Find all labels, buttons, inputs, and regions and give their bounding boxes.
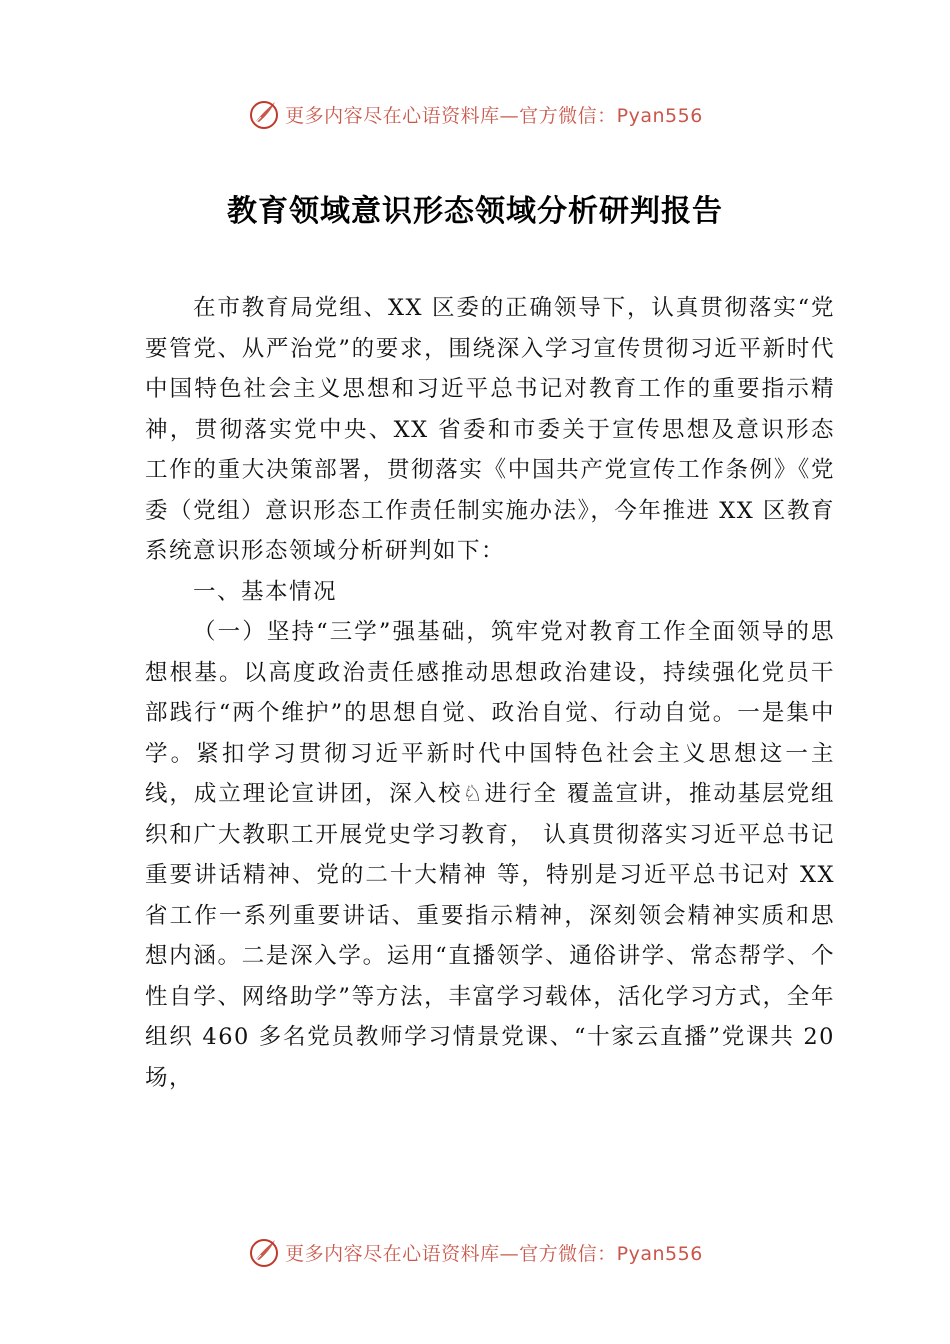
quill-seal-icon (247, 1235, 281, 1269)
footer-banner (0, 1232, 950, 1272)
header-banner-text: 更多内容尽在心语资料库—官方微信：Pyan556 (285, 104, 703, 127)
section-heading: 一、基本情况 (193, 578, 338, 605)
body-text (145, 288, 835, 1098)
page-title: 教育领域意识形态领域分析研判报告 (227, 194, 723, 229)
paragraph-section-1: （一）坚持“三学”强基础，筑牢党对教育工作全面领导的思想根基。以高度政治责任感推动思想政治建设，持续强化党员干部践行“两个维护”的思想自觉、政治自觉、行动自觉。一是集中学。紧扣学习贯彻习近平新时代中国特色社会主义思想这一主线，成立理论宣讲团，深入校♘进行全 覆盖宣讲，推动基层党组织和广大教职工开展党史学习教育， 认真贯彻落实习近平总书记重要讲话精神、党的二十大精神 等，特别是习近平总书记对 XX 省工作一系列重要讲话、重要指示精神，深刻领会精神实质和思想内涵。二是深入学。运用“直播领学、通俗讲学、常态帮学、个性自学、网络助学”等方法，丰富学习载体，活化学习方式，全年组织 460 多名党员教师学习情景党课、“十家云直播”党课共 20 场， (145, 619, 835, 1091)
quill-seal-icon (247, 97, 281, 131)
header-banner (0, 94, 950, 134)
paragraph-intro: 在市教育局党组、XX 区委的正确领导下，认真贯彻落实“党要管党、从严治党”的要求，围绕深入学习宣传贯彻习近平新时代中国特色社会主义思想和习近平总书记对教育工作的重要指示精神，贯彻落实党中央、XX 省委和市委关于宣传思想及意识形态工作的重大决策部署，贯彻落实《中国共产党宣传工作条例》《党委（党组）意识形态工作责任制实施办法》，今年推进 XX 区教育系统意识形态领域分析研判如下： (145, 295, 835, 564)
footer-banner-text: 更多内容尽在心语资料库—官方微信：Pyan556 (285, 1242, 703, 1265)
